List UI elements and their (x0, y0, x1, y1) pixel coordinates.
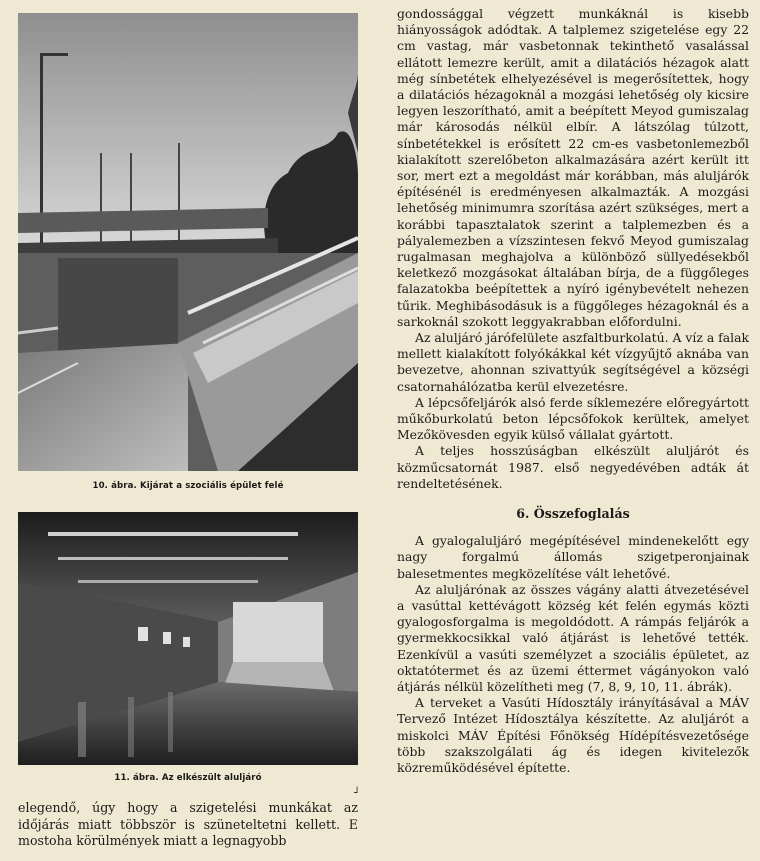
figure-10-photo (18, 13, 358, 471)
paragraph-7: A terveket a Vasúti Hídosztály irányításával a MÁV Tervező Intézet Hídosztálya készítette. Az aluljárót a miskolci MÁV Építési Főnökség Hídépítésvezetősége több szakszolgálati ág és idegen kivitelezők közreműködésével építette. (397, 695, 749, 775)
left-text-column (18, 800, 358, 850)
figure-11-photo (18, 512, 358, 765)
left-paragraph: elegendő, úgy hogy a szigetelési munkákat az időjárás miatt többször is szüneteltetni kellett. E mostoha körülmények miatt a legnagyobb (18, 800, 358, 848)
paragraph-4: A teljes hosszúságban elkészült aluljárót és közműcsatornát 1987. első negyedévében adták át rendeltetésének. (397, 443, 749, 491)
paragraph-6: Az aluljárónak az összes vágány alatti átvezetésével a vasúttal kettévágott község két felén egymás közti gyalogosforgalma is megoldódott. A rámpás feljárók a gyermekkocsikkal való átjárást is lehetővé tették. Ezenkívül a vasúti személyzet a szociális épületet, az oktatótermet és az üzemi éttermet vágányokon való átjárás nélkül közelítheti meg (7, 8, 9, 10, 11. ábrák). (397, 581, 749, 694)
corner-mark: ┘ (354, 788, 361, 799)
figure-10-caption: 10. ábra. Kijárat a szociális épület felé (92, 481, 284, 491)
paragraph-1: gondossággal végzett munkáknál is kisebb hiányosságok adódtak. A talplemez szigetelése egy 22 cm vastag, már vasbetonnak tekinthető vasalással ellátott lemezre került, amit a dilatációs hézagok alatt még sínbetétek elhelyezésével is megerősítettek, hogy a dilatációs hézagoknál a mozgási lehetőség oly kicsire legyen leszorítható, amit a beépített Meyod gumiszalag már károsodás nélkül elbír. A látszólag túlzott, sínbetétekkel is erősített 22 cm-es vasbetonlemezből kialakított szerelőbeton alkalmazására azért került itt sor, mert ezt a megoldást már korábban, más aluljárók építésénél is eredményesen alkalmazták. A mozgási lehetőség minimumra szorítása azért szükséges, mert a korábbi tapasztalatok szerint a talplemezben és a pályalemezben a vízszintesen fekvő Meyod gumiszalag rugalmasan meghajolva a különböző süllyedésekből keletkező mozgásokat általában bírja, de a függőleges falazatokba beépítettek a nyíró igénybevételt nehezen tűrik. Meghibásodásuk is a függőleges hézagoknál és a sarkoknál szokott leggyakrabban előfordulni. (397, 6, 749, 329)
paragraph-5: A gyalogaluljáró megépítésével mindenekelőtt egy nagy forgalmú állomás szigetperonjainak balesetmentes megközelítése vált lehetővé. (397, 533, 749, 581)
right-text-column (397, 6, 749, 776)
figure-11-caption: 11. ábra. Az elkészült aluljáró (114, 773, 262, 783)
paragraph-3: A lépcsőfeljárók alsó ferde síklemezére előregyártott műkőburkolatú beton lépcsőfokok kerültek, amelyet Mezőkövesden egyik külső vállalat gyártott. (397, 394, 749, 443)
section-heading: 6. Összefoglalás (516, 506, 630, 522)
paragraph-2: Az aluljáró járófelülete aszfaltburkolatú. A víz a falak mellett kialakított folyókákkal két vízgyűjtő aknába van bevezetve, ahonnan szivattyúk segítségével a községi csatornahálózatba kerül elvezetésre. (397, 330, 749, 394)
